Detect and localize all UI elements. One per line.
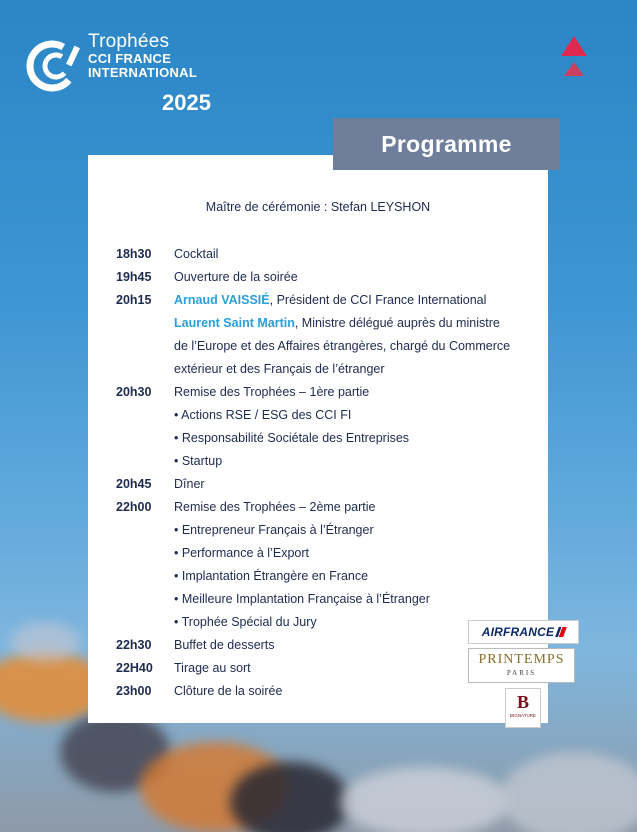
schedule-description: Ouverture de la soirée <box>174 270 298 284</box>
schedule-text <box>174 312 500 335</box>
bignature-text: BIGNATURE <box>510 713 536 718</box>
schedule-row <box>116 565 536 588</box>
logo-line1: CCI FRANCE <box>88 51 172 66</box>
schedule-row <box>116 450 536 473</box>
schedule-text <box>174 588 430 611</box>
schedule-text <box>174 266 298 289</box>
schedule-row <box>116 519 536 542</box>
printemps-logo <box>468 648 575 683</box>
airfrance-logo <box>468 620 579 644</box>
schedule-time: 22h30 <box>116 638 152 652</box>
schedule-row <box>116 427 536 450</box>
schedule-row <box>116 289 536 312</box>
schedule-text <box>174 519 374 542</box>
schedule-description: • Startup <box>174 454 223 468</box>
schedule-text <box>174 565 368 588</box>
logo-year: 2025 <box>162 90 211 115</box>
schedule-description: • Responsabilité Sociétale des Entreprises <box>174 431 410 445</box>
schedule-time: 20h15 <box>116 293 152 307</box>
schedule-description: Remise des Trophées – 2ème partie <box>174 500 376 514</box>
schedule-text <box>174 634 275 657</box>
programme-banner: Programme <box>333 118 560 170</box>
schedule-description: Clôture de la soirée <box>174 684 283 698</box>
schedule-row <box>116 243 536 266</box>
triangle-brand-icon <box>560 36 588 78</box>
schedule-text <box>174 335 510 358</box>
schedule-time: 19h45 <box>116 270 152 284</box>
schedule-description: • Entrepreneur Français à l’Étranger <box>174 523 374 537</box>
schedule-text <box>174 542 309 565</box>
schedule-text <box>174 289 486 312</box>
schedule-description: Cocktail <box>174 247 219 261</box>
schedule-time: 20h45 <box>116 477 152 491</box>
schedule-time: 22H40 <box>116 661 153 675</box>
schedule-text <box>174 473 205 496</box>
schedule-row <box>116 496 536 519</box>
schedule-description: • Implantation Étrangère en France <box>174 569 369 583</box>
schedule-row <box>116 358 536 381</box>
speaker-name: Arnaud VAISSIÉ <box>174 293 270 307</box>
schedule-row <box>116 588 536 611</box>
schedule-row <box>116 680 536 703</box>
schedule-time: 18h30 <box>116 247 152 261</box>
schedule-text <box>174 243 218 266</box>
logo-title: Trophées <box>88 31 170 52</box>
airfrance-stripe-icon <box>555 627 567 637</box>
speaker-name: Laurent Saint Martin <box>174 316 295 330</box>
schedule-description: de l’Europe et des Affaires étrangères, chargé du Commerce <box>174 339 511 353</box>
schedule-text <box>174 450 222 473</box>
schedule-description: • Actions RSE / ESG des CCI FI <box>174 408 352 422</box>
schedule-description: • Performance à l’Export <box>174 546 309 560</box>
schedule-text <box>174 404 351 427</box>
schedule-description: • Trophée Spécial du Jury <box>174 615 317 629</box>
schedule-text <box>174 381 369 404</box>
logo-line2: INTERNATIONAL <box>88 65 198 80</box>
schedule-time: 22h00 <box>116 500 152 514</box>
master-of-ceremonies: Maître de cérémonie : Stefan LEYSHON <box>205 200 431 214</box>
bignature-letter: B <box>516 692 529 712</box>
schedule-text <box>174 680 282 703</box>
schedule-description: Tirage au sort <box>174 661 251 675</box>
schedule-row <box>116 266 536 289</box>
schedule-row <box>116 542 536 565</box>
schedule-description: , Président de CCI France International <box>269 293 487 307</box>
printemps-sub: PARIS <box>506 669 537 677</box>
trophees-logo <box>26 31 226 115</box>
schedule-row <box>116 473 536 496</box>
schedule-description: Buffet de desserts <box>174 638 275 652</box>
schedule-description: Remise des Trophées – 1ère partie <box>174 385 370 399</box>
schedule-text <box>174 358 385 381</box>
printemps-wordmark: PRINTEMPS <box>478 652 565 667</box>
schedule-text <box>174 611 317 634</box>
schedule-text <box>174 657 251 680</box>
schedule-text <box>174 496 376 519</box>
schedule-row <box>116 312 536 335</box>
schedule-row <box>116 404 536 427</box>
schedule-description: , Ministre délégué auprès du ministre <box>294 316 500 330</box>
schedule-row <box>116 381 536 404</box>
schedule-text <box>174 427 409 450</box>
bignature-logo <box>505 688 541 728</box>
schedule-description: extérieur et des Français de l’étranger <box>174 362 385 376</box>
schedule-row <box>116 335 536 358</box>
airfrance-wordmark: AIRFRANCE <box>481 625 555 639</box>
schedule-time: 23h00 <box>116 684 152 698</box>
schedule-description: • Meilleure Implantation Française à l’Étranger <box>174 592 430 606</box>
schedule-description: Dîner <box>174 477 205 491</box>
schedule-time: 20h30 <box>116 385 152 399</box>
cci-logo-icon <box>26 36 84 94</box>
